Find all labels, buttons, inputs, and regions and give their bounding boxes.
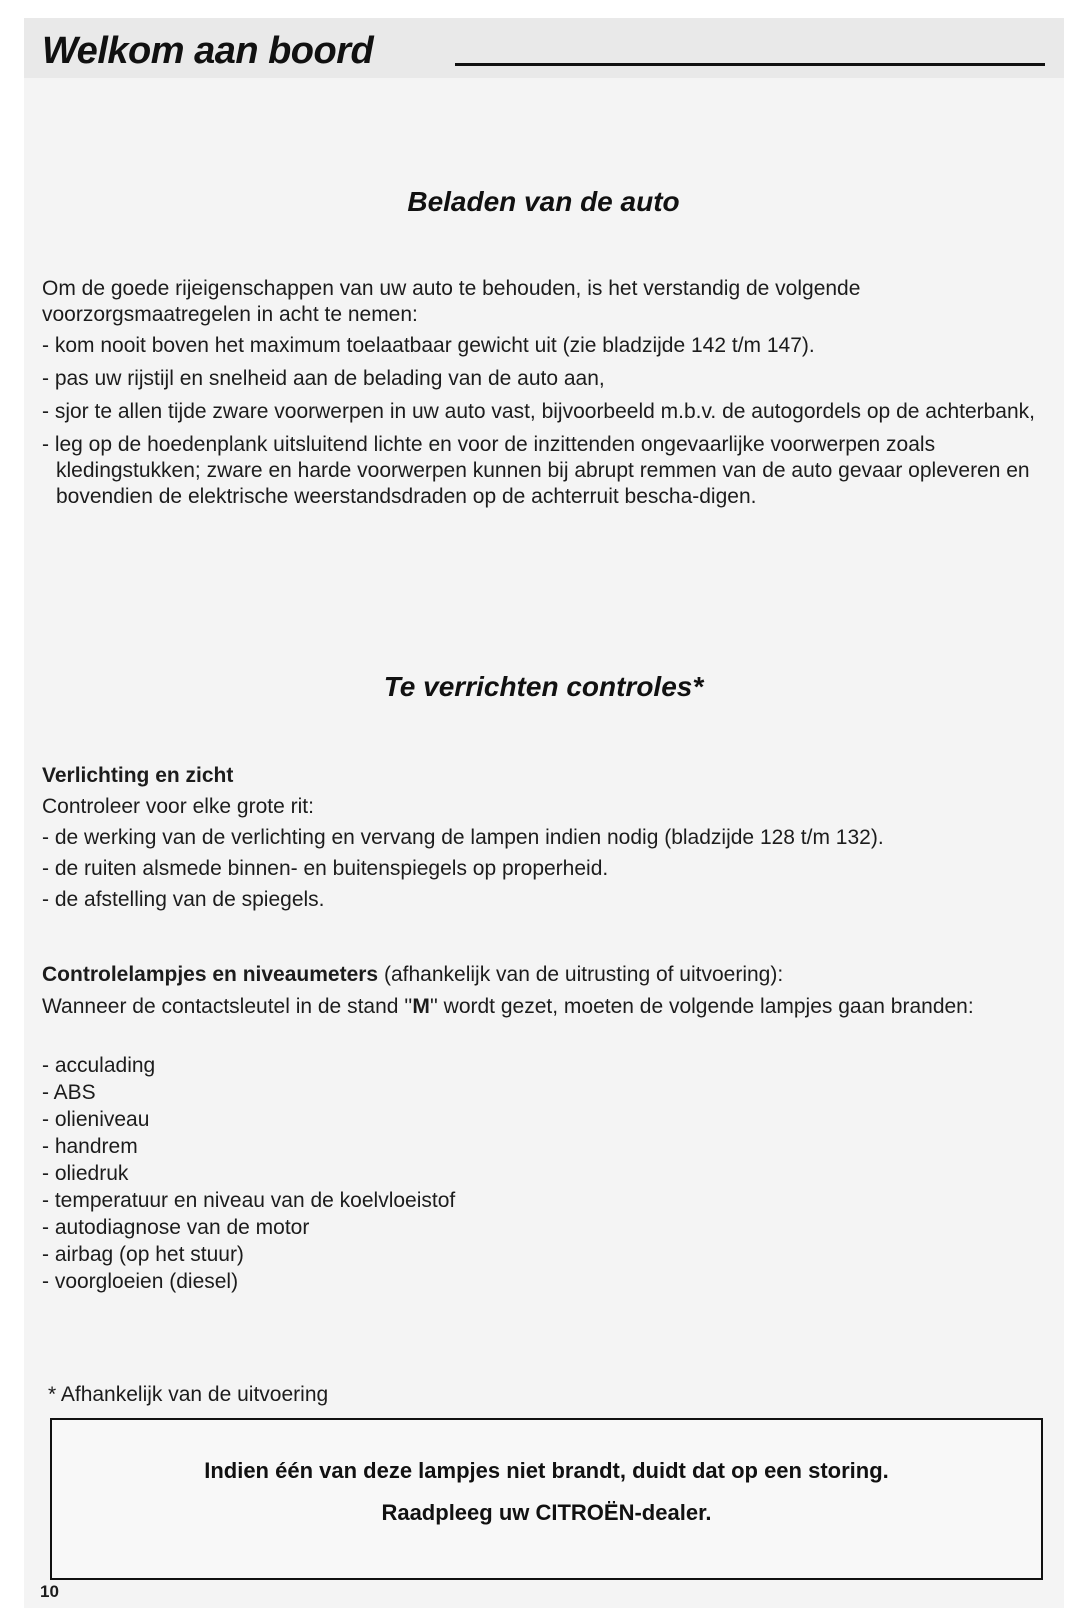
lighting-block [42,760,1047,915]
lighting-item: - de werking van de verlichting en vervang de lampen indien nodig (bladzijde 128 t/m 132). [42,826,884,849]
title-rule [455,63,1045,66]
section-title-checks [0,671,1087,703]
loading-item: - leg op de hoedenplank uitsluitend lichte en voor de inzittenden ongevaarlijke voorwerpen zoals kledingstukken; zware en harde voorwerpen kunnen bij abrupt remmen van de auto gevaar opleveren en bovendien de elektrische weerstandsdraden op de achterruit bescha-digen. [42,433,1030,508]
lamp-item: - ABS [42,1081,96,1104]
lighting-item: - de afstelling van de spiegels. [42,888,325,911]
lamp-item: - airbag (op het stuur) [42,1243,244,1266]
lamp-item: - handrem [42,1135,138,1158]
lamp-item: - temperatuur en niveau van de koelvloeistof [42,1189,456,1212]
footnote: * Afhankelijk van de uitvoering [48,1383,329,1406]
lighting-intro: Controleer voor elke grote rit: [42,795,314,818]
section-title-loading: Beladen van de auto [407,186,680,217]
key-position-m: M [412,995,430,1018]
lighting-item: - de ruiten alsmede binnen- en buitenspiegels op properheid. [42,857,609,880]
lamps-heading: Controlelampjes en niveaumeters [42,963,379,986]
checks-title-text: Te verrichten controles [383,671,693,702]
lamps-intro-before: Wanneer de contactsleutel in de stand '' [42,995,413,1018]
lamp-item: - acculading [42,1054,156,1077]
lamp-item: - oliedruk [42,1162,129,1185]
lamp-item: - voorgloeien (diesel) [42,1270,239,1293]
checks-title-mark: * [692,671,704,702]
loading-intro: Om de goede rijeigenschappen van uw auto te behouden, is het verstandig de volgende voorzorgsmaatregelen in acht te nemen: [42,277,861,326]
lamps-heading-note: (afhankelijk van de uitrusting of uitvoering): [383,963,784,986]
loading-item: - pas uw rijstijl en snelheid aan de belading van de auto aan, [42,367,605,390]
warning-line-1: Indien één van deze lampjes niet brandt, duidt dat op een storing. [204,1458,889,1483]
loading-item: - sjor te allen tijde zware voorwerpen in uw auto vast, bijvoorbeeld m.b.v. de autogordels op de achterbank, [42,400,1035,423]
loading-text [42,276,1047,510]
lamp-item: - olieniveau [42,1108,150,1131]
warning-line-2: Raadpleeg uw CITROËN-dealer. [381,1500,712,1525]
lighting-heading: Verlichting en zicht [42,764,234,787]
page-number: 10 [40,1582,59,1601]
page-title: Welkom aan boord [42,30,374,72]
lamps-intro [42,994,1047,1020]
lamps-block [42,962,1047,1020]
lamps-list [42,1052,455,1295]
lamps-heading-line [42,962,1047,988]
lamps-intro-after: '' wordt gezet, moeten de volgende lampjes gaan branden: [429,995,974,1018]
loading-item: - kom nooit boven het maximum toelaatbaar gewicht uit (zie bladzijde 142 t/m 147). [42,334,815,357]
warning-box [50,1418,1043,1580]
lamp-item: - autodiagnose van de motor [42,1216,310,1239]
